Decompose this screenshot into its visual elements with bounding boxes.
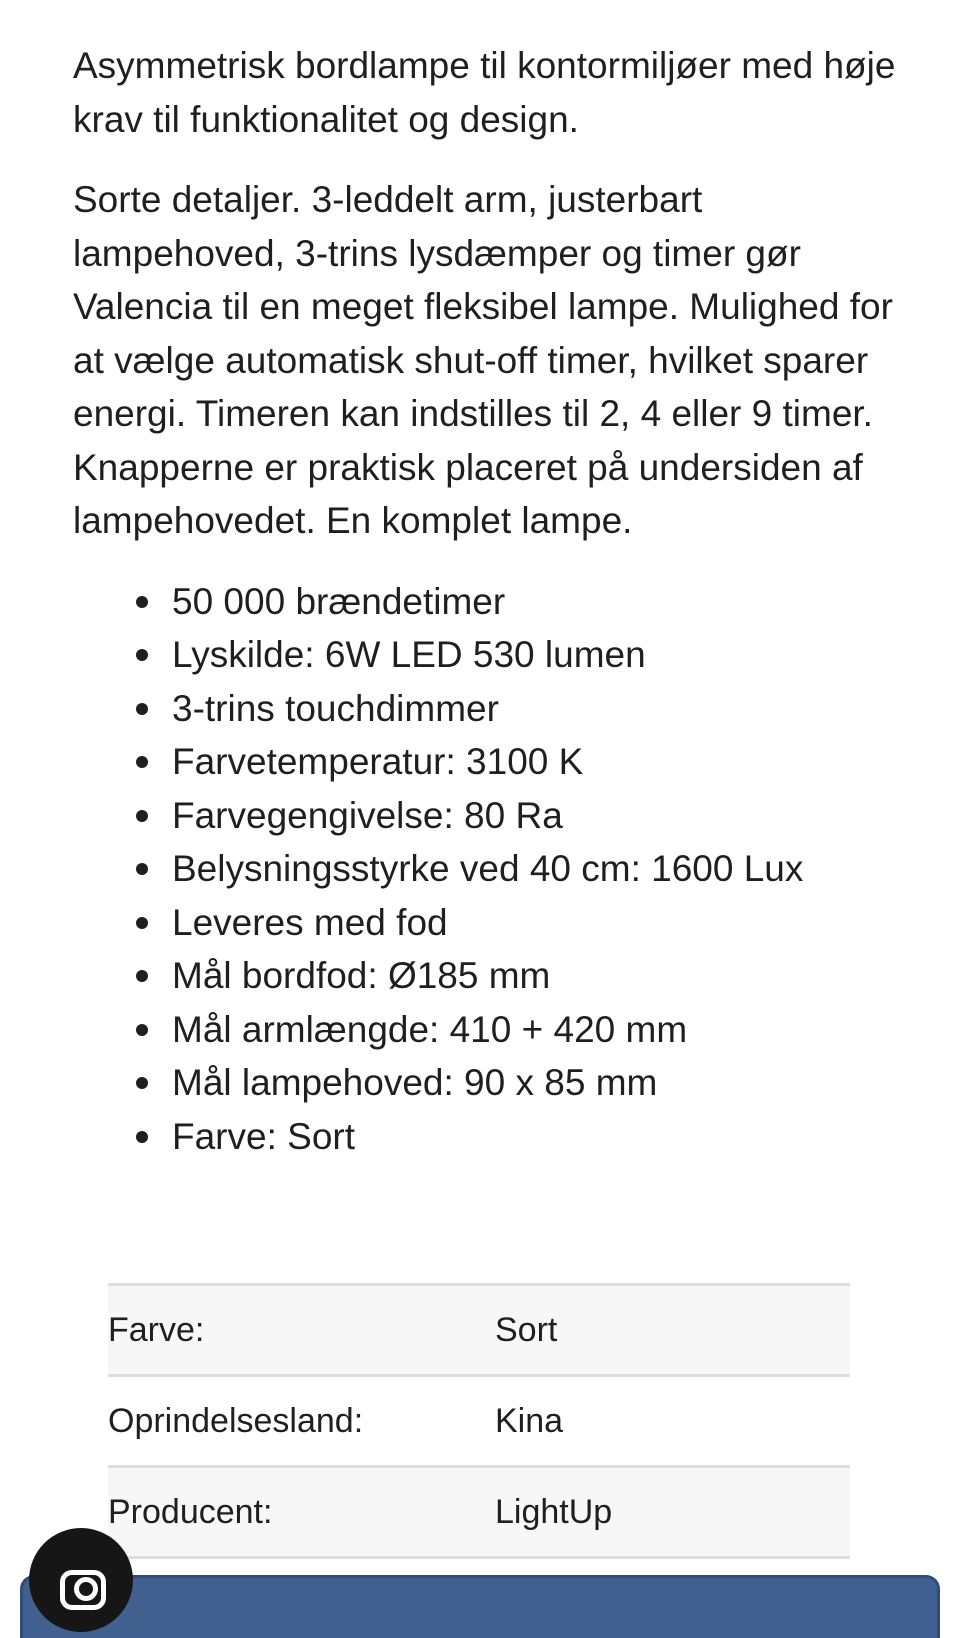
list-item: [172, 1003, 898, 1057]
spec-label: Farve:: [108, 1310, 205, 1349]
list-item: [172, 789, 898, 843]
bullet-icon: [136, 810, 148, 822]
spec-value: LightUp: [495, 1492, 613, 1531]
list-item-text: Mål bordfod: Ø185 mm: [172, 955, 551, 996]
spec-bullet-list: [73, 575, 898, 1164]
list-item: [172, 1110, 898, 1164]
bullet-icon: [136, 1131, 148, 1143]
list-item: [172, 628, 898, 682]
table-row: [108, 1467, 850, 1558]
list-item: [172, 735, 898, 789]
description-paragraph-details: Sorte detaljer. 3-leddelt arm, justerbart lampehoved, 3-trins lysdæmper og timer gør Valencia til en meget fleksibel lampe. Mulighed for at vælge automatisk shut-off timer, hvilket sparer energi. Timeren kan indstilles til 2, 4 eller 9 timer. Knapperne er praktisk placeret på undersiden af lampehovedet. En komplet lampe.: [73, 179, 893, 541]
list-item: [172, 842, 898, 896]
list-item: [172, 896, 898, 950]
bullet-icon: [136, 1077, 148, 1089]
list-item: [172, 949, 898, 1003]
bottom-action-bar[interactable]: [20, 1575, 940, 1638]
list-item-text: Belysningsstyrke ved 40 cm: 1600 Lux: [172, 848, 804, 889]
chat-widget-button[interactable]: [29, 1528, 133, 1632]
bullet-icon: [136, 756, 148, 768]
list-item-text: Lyskilde: 6W LED 530 lumen: [172, 634, 646, 675]
list-item: [172, 1056, 898, 1110]
bullet-icon: [136, 596, 148, 608]
bullet-icon: [136, 1024, 148, 1036]
description-paragraph-intro: Asymmetrisk bordlampe til kontormiljøer med høje krav til funktionalitet og design.: [73, 45, 896, 140]
list-item-text: Mål armlængde: 410 + 420 mm: [172, 1008, 688, 1050]
list-item-text: Farvegengivelse: 80 Ra: [172, 794, 563, 836]
list-item-text: 50 000 brændetimer: [172, 580, 506, 622]
chat-icon-circle: [74, 1577, 98, 1601]
product-description: [73, 39, 898, 1163]
bullet-icon: [136, 917, 148, 929]
table-row: [108, 1285, 850, 1376]
list-item: [172, 575, 898, 629]
spec-label: Oprindelsesland:: [108, 1401, 364, 1440]
bullet-icon: [136, 970, 148, 982]
chat-icon: [60, 1570, 106, 1610]
list-item-text: Farve: Sort: [172, 1115, 355, 1157]
bullet-icon: [136, 863, 148, 875]
list-item-text: Leveres med fod: [172, 901, 448, 943]
product-info-table: [108, 1283, 850, 1559]
bullet-icon: [136, 649, 148, 661]
list-item-text: Farvetemperatur: 3100 K: [172, 741, 584, 782]
bullet-icon: [136, 703, 148, 715]
list-item-text: 3-trins touchdimmer: [172, 687, 499, 729]
spec-value: Sort: [495, 1310, 558, 1349]
spec-value: Kina: [495, 1401, 564, 1440]
list-item-text: Mål lampehoved: 90 x 85 mm: [172, 1062, 658, 1103]
list-item: [172, 682, 898, 736]
spec-label: Producent:: [108, 1492, 273, 1531]
table-row: [108, 1376, 850, 1467]
